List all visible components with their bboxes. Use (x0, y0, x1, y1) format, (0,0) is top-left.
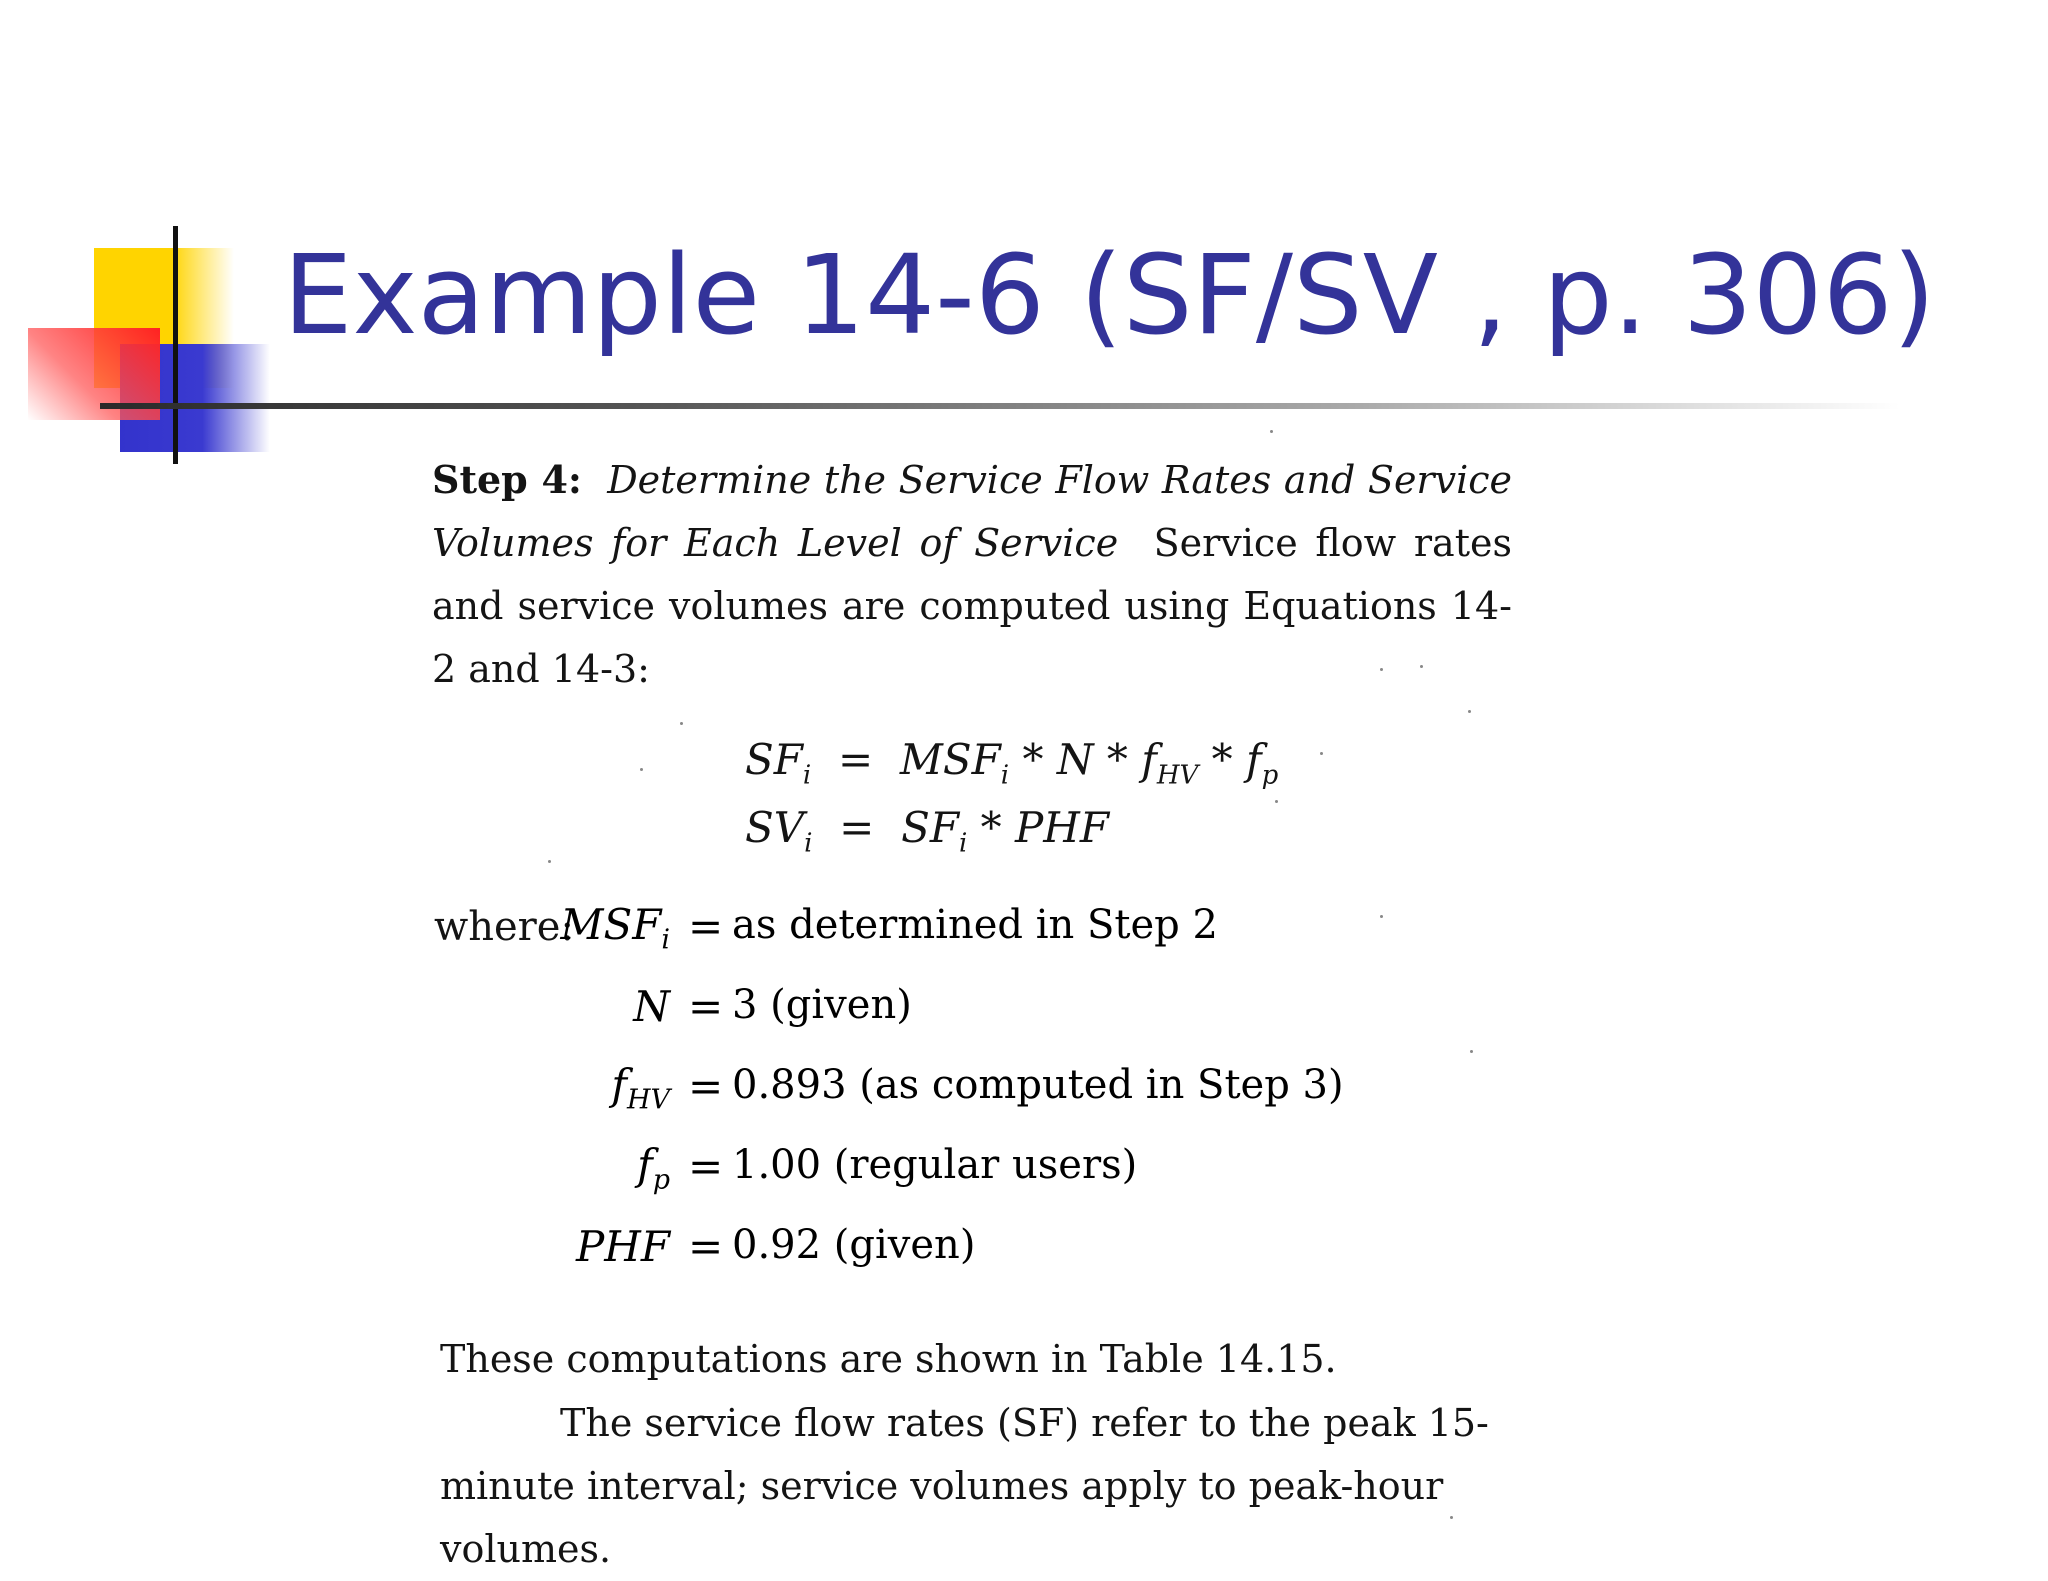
closing-line-1: These computations are shown in Table 14.15. (440, 1337, 1337, 1381)
scan-speck (640, 768, 643, 771)
title-underline (100, 403, 1900, 409)
where-label: where: (434, 904, 574, 950)
scan-speck (1270, 430, 1273, 433)
scan-speck (1380, 668, 1383, 671)
scan-speck (1470, 1050, 1473, 1053)
step-intro: Service flow rates and service volumes are computed using Equations 14-2 and 14-3: (432, 521, 1512, 691)
closing-line-2: The service flow rates (SF) refer to the peak 15-minute interval; service volumes apply to peak-hour volumes. (440, 1401, 1489, 1571)
scan-speck (680, 722, 683, 725)
slide: Example 14-6 (SF/SV , p. 306) Step 4: Determine the Service Flow Rates and Service Volumes for Each Level of Service Service flow rates and service volumes are computed using Equations 14-2 and 14-3: $SF_i = MSF_i * N * f_{HV} * f_p$ $SV_i = SF_i$ * PHF where: $MSF_i$ = as determined in Step 2 N = 3 (given) $f_{HV}$ = 0.893 (as computed in Step 3) $f_p$ = 1.00 (regular users) PHF = 0.92 (given) These computations are shown in Table 14.15. The service flow rates (SF) refer to the peak 15-minute interval; service volumes apply to peak-hour volumes. (0, 0, 2048, 1536)
equation-sv: $SV_i = SF_i$ * PHF (745, 803, 1110, 859)
equation-sf: $SF_i = MSF_i * N * f_{HV} * f_p$ (745, 735, 1279, 791)
step-paragraph (432, 448, 1512, 701)
scan-speck (1380, 915, 1383, 918)
scan-speck (1450, 1516, 1453, 1519)
step-heading: Determine the Service Flow Rates and Service Volumes for Each Level of Service (432, 458, 1512, 565)
scan-speck (1320, 752, 1323, 755)
scan-speck (1420, 665, 1423, 668)
step-label: Step 4: (432, 457, 582, 502)
scan-speck (548, 860, 551, 863)
logo-vertical-line (173, 226, 178, 464)
slide-title: Example 14-6 (SF/SV , p. 306) (283, 231, 1936, 359)
scan-speck (1275, 800, 1278, 803)
slide-logo (0, 0, 320, 470)
scan-speck (1468, 710, 1471, 713)
